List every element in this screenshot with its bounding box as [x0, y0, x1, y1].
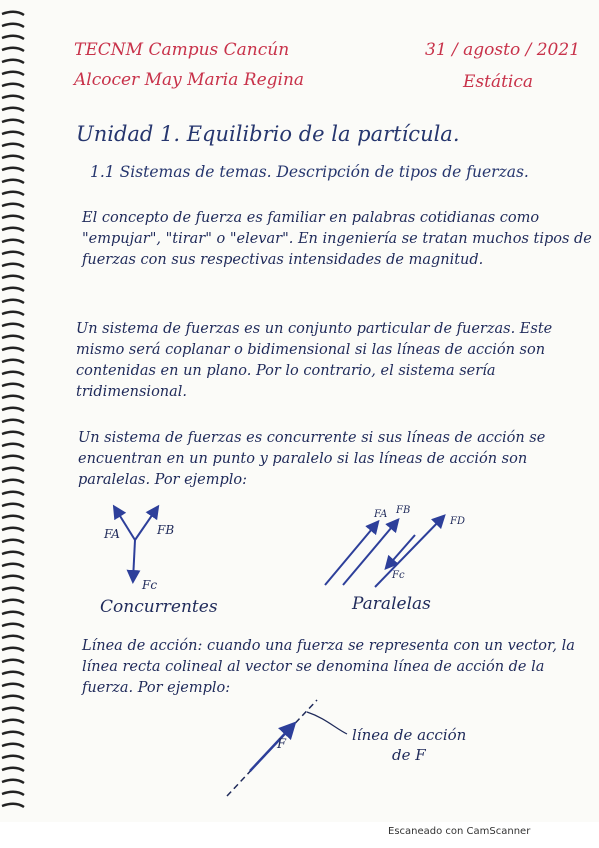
spiral-ring [2, 96, 24, 99]
spiral-ring [2, 528, 24, 531]
spiral-ring [2, 156, 24, 159]
spiral-ring [2, 324, 24, 327]
unit-title: Unidad 1. Equilibrio de la partícula. [76, 122, 460, 146]
spiral-ring [2, 252, 24, 255]
spiral-ring [2, 756, 24, 759]
spiral-ring [2, 420, 24, 423]
spiral-ring [2, 48, 24, 51]
spiral-ring [2, 480, 24, 483]
spiral-ring [2, 60, 24, 63]
spiral-ring [2, 588, 24, 591]
spiral-ring [2, 72, 24, 75]
spiral-ring [2, 576, 24, 579]
arrow-fc [133, 540, 135, 580]
label-fb: FB [157, 523, 175, 537]
label-fa-parallel: FA [374, 509, 388, 520]
spiral-ring [2, 720, 24, 723]
parallel-forces-diagram [315, 505, 465, 595]
paragraph-force-system: Un sistema de fuerzas es un conjunto particular de fuerzas. Este mismo será coplanar o bidimensional si las líneas de acción son contenidas en un plano. Por lo contrario, el sistema sería tridimensional. [76, 321, 553, 400]
spiral-ring [2, 612, 24, 615]
label-fb-parallel: FB [396, 505, 411, 516]
spiral-ring [2, 144, 24, 147]
spiral-ring [2, 288, 24, 291]
spiral-ring [2, 744, 24, 747]
spiral-ring [2, 792, 24, 795]
arrow-fb [135, 508, 157, 540]
spiral-ring [2, 636, 24, 639]
annotation-pointer [307, 712, 347, 734]
spiral-ring [2, 204, 24, 207]
spiral-ring [2, 336, 24, 339]
label-fc-parallel: Fc [392, 570, 405, 581]
spiral-ring [2, 780, 24, 783]
force-vector-f [250, 725, 293, 771]
spiral-ring [2, 240, 24, 243]
spiral-ring [2, 732, 24, 735]
spiral-ring [2, 540, 24, 543]
spiral-ring [2, 696, 24, 699]
line-of-action-diagram [225, 698, 365, 798]
spiral-ring [2, 648, 24, 651]
spiral-ring [2, 228, 24, 231]
spiral-ring [2, 108, 24, 111]
spiral-ring [2, 468, 24, 471]
spiral-ring [2, 516, 24, 519]
spiral-ring [2, 552, 24, 555]
spiral-ring [2, 444, 24, 447]
spiral-ring [2, 672, 24, 675]
paragraph-concurrent-parallel: Un sistema de fuerzas es concurrente si sus líneas de acción se encuentran en un punto y paralelo si las líneas de acción son paralelas. Por ejemplo: [78, 430, 546, 488]
paragraph-line-of-action: Línea de acción: cuando una fuerza se representa con un vector, la línea recta colineal al vector se denomina línea de acción de la fuerza. Por ejemplo: [82, 638, 575, 696]
spiral-ring [2, 384, 24, 387]
spiral-ring [2, 708, 24, 711]
spiral-ring [2, 24, 24, 27]
caption-concurrentes: Concurrentes [100, 597, 218, 617]
arrow-fd-parallel [375, 517, 443, 587]
label-fc: Fc [142, 578, 158, 592]
spiral-ring [2, 180, 24, 183]
annotation-line-of-action: línea de acción [352, 726, 467, 744]
spiral-ring [2, 348, 24, 351]
annotation-of-f: de F [392, 746, 426, 764]
spiral-ring [2, 660, 24, 663]
spiral-ring [2, 132, 24, 135]
spiral-ring [2, 120, 24, 123]
student-name: Alcocer May Maria Regina [74, 70, 305, 90]
paragraph-force-concept: El concepto de fuerza es familiar en palabras cotidianas como "empujar", "tirar" o "elevar". En ingeniería se tratan muchos tipos de fuerzas con sus respectivas intensidades de magnitud. [82, 210, 592, 268]
spiral-ring [2, 504, 24, 507]
label-fa: FA [104, 527, 120, 541]
spiral-ring [2, 624, 24, 627]
spiral-ring [2, 168, 24, 171]
school-name: TECNM Campus Cancún [74, 40, 290, 60]
spiral-ring [2, 276, 24, 279]
spiral-ring [2, 216, 24, 219]
spiral-ring [2, 84, 24, 87]
spiral-ring [2, 372, 24, 375]
spiral-ring [2, 432, 24, 435]
caption-paralelas: Paralelas [352, 594, 431, 614]
spiral-ring [2, 564, 24, 567]
spiral-ring [2, 456, 24, 459]
spiral-ring [2, 300, 24, 303]
subject: Estática [463, 72, 534, 92]
spiral-ring [2, 312, 24, 315]
spiral-ring [2, 408, 24, 411]
scanner-watermark: Escaneado con CamScanner [388, 826, 531, 837]
section-title: 1.1 Sistemas de temas. Descripción de tipos de fuerzas. [90, 163, 529, 181]
spiral-ring [2, 36, 24, 39]
spiral-ring [2, 684, 24, 687]
spiral-ring [2, 396, 24, 399]
label-force-f: F [277, 737, 287, 752]
spiral-ring [2, 264, 24, 267]
spiral-ring [2, 804, 24, 807]
spiral-ring [2, 492, 24, 495]
spiral-ring [2, 12, 24, 15]
spiral-ring [2, 360, 24, 363]
spiral-ring [2, 600, 24, 603]
spiral-ring [2, 192, 24, 195]
date: 31 / agosto / 2021 [425, 40, 581, 60]
spiral-ring [2, 768, 24, 771]
spiral-binding [0, 8, 26, 813]
label-fd-parallel: FD [450, 516, 465, 527]
